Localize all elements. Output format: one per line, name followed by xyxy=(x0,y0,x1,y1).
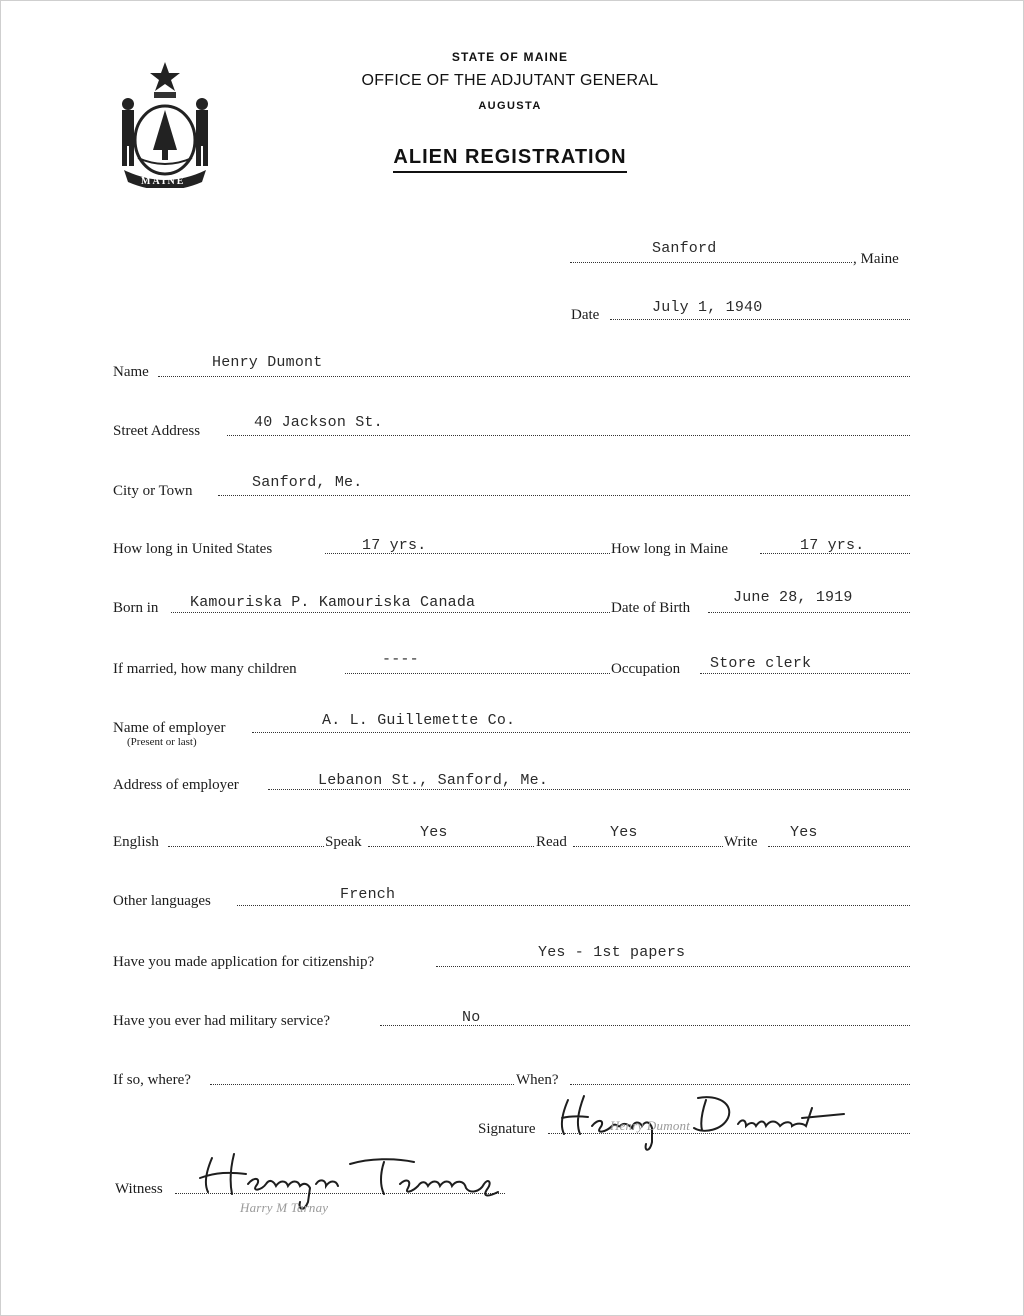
long-us-value: 17 yrs. xyxy=(362,537,427,554)
speak-value: Yes xyxy=(420,824,448,841)
when-field xyxy=(570,1084,910,1085)
seal-text: MAINE xyxy=(141,176,186,187)
header-office: OFFICE OF THE ADJUTANT GENERAL xyxy=(361,72,659,89)
name-field xyxy=(158,376,910,377)
occupation-value: Store clerk xyxy=(710,655,812,672)
born-value: Kamouriska P. Kamouriska Canada xyxy=(190,594,476,611)
street-label: Street Address xyxy=(113,423,201,439)
english-field xyxy=(168,846,324,847)
name-label: Name xyxy=(113,364,149,380)
name-value: Henry Dumont xyxy=(212,354,323,371)
write-field xyxy=(768,846,910,847)
citizenship-value: Yes - 1st papers xyxy=(538,944,686,961)
employer-address-field xyxy=(268,789,910,790)
other-lang-field xyxy=(237,905,910,906)
citizenship-field xyxy=(436,966,910,967)
military-field xyxy=(380,1025,910,1026)
witness-text: Harry M Tarnay xyxy=(240,1200,329,1215)
town-field xyxy=(570,262,852,263)
occupation-field xyxy=(700,673,910,674)
city-label: City or Town xyxy=(113,483,193,499)
signature-handwriting xyxy=(548,1088,868,1158)
citizenship-label: Have you made application for citizenship? xyxy=(113,954,375,970)
other-lang-label: Other languages xyxy=(113,893,211,909)
military-label: Have you ever had military service? xyxy=(113,1013,330,1029)
signature-text: Henry Dumont xyxy=(610,1118,691,1133)
long-us-label: How long in United States xyxy=(113,541,273,557)
speak-field xyxy=(368,846,534,847)
write-value: Yes xyxy=(790,824,818,841)
other-lang-value: French xyxy=(340,886,396,903)
read-field xyxy=(573,846,723,847)
where-field xyxy=(210,1084,514,1085)
city-field xyxy=(218,495,910,496)
born-label: Born in xyxy=(113,600,159,616)
header-state: STATE OF MAINE xyxy=(451,50,569,64)
long-maine-value: 17 yrs. xyxy=(800,537,865,554)
dob-value: June 28, 1919 xyxy=(733,589,853,606)
dob-label: Date of Birth xyxy=(611,600,691,616)
read-label: Read xyxy=(536,834,567,850)
city-value: Sanford, Me. xyxy=(252,474,363,491)
maine-label: , Maine xyxy=(853,251,899,267)
employer-address-value: Lebanon St., Sanford, Me. xyxy=(318,772,549,789)
maine-seal-icon xyxy=(110,58,220,188)
form-title-text: ALIEN REGISTRATION xyxy=(393,146,626,173)
where-label: If so, where? xyxy=(113,1072,191,1088)
children-value: ---- xyxy=(382,651,419,668)
employer-note: (Present or last) xyxy=(127,736,197,748)
english-label: English xyxy=(113,834,159,850)
occupation-label: Occupation xyxy=(611,661,681,677)
witness-label: Witness xyxy=(115,1181,163,1197)
speak-label: Speak xyxy=(325,834,362,850)
street-field xyxy=(227,435,910,436)
born-field xyxy=(171,612,610,613)
long-maine-label: How long in Maine xyxy=(611,541,729,557)
employer-field xyxy=(252,732,910,733)
children-field xyxy=(345,673,610,674)
employer-label: Name of employer xyxy=(113,720,226,736)
date-value: July 1, 1940 xyxy=(652,299,763,316)
employer-value: A. L. Guillemette Co. xyxy=(322,712,516,729)
signature-label: Signature xyxy=(478,1121,536,1137)
employer-address-label: Address of employer xyxy=(113,777,239,793)
header-city: AUGUSTA xyxy=(478,100,542,112)
town-value: Sanford xyxy=(652,240,717,257)
dob-field xyxy=(708,612,910,613)
date-field xyxy=(610,319,910,320)
date-label: Date xyxy=(571,307,600,323)
write-label: Write xyxy=(724,834,758,850)
when-label: When? xyxy=(516,1072,559,1088)
read-value: Yes xyxy=(610,824,638,841)
married-label: If married, how many children xyxy=(113,661,297,677)
military-value: No xyxy=(462,1009,481,1026)
form-title xyxy=(300,146,720,173)
street-value: 40 Jackson St. xyxy=(254,414,383,431)
